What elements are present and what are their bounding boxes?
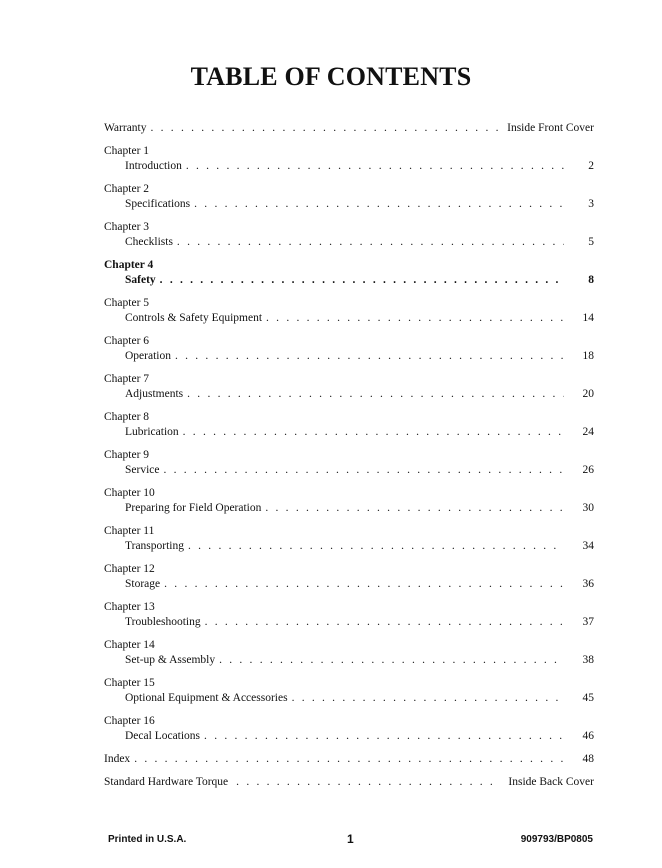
chapter-title: Adjustments (125, 388, 184, 400)
dot-leader (236, 775, 498, 790)
dot-leader (266, 311, 564, 326)
chapter-title: Decal Locations (125, 730, 201, 742)
toc-entry-chapter[interactable] (104, 676, 594, 706)
chapter-title: Introduction (125, 160, 182, 172)
toc-entry-chapter[interactable] (104, 486, 594, 516)
chapter-title: Service (125, 464, 160, 476)
chapter-page: 14 (582, 312, 594, 324)
toc-entry-page: Inside Front Cover (507, 122, 594, 134)
table-of-contents (104, 121, 594, 790)
dot-leader (186, 159, 564, 174)
chapter-number: Chapter 15 (104, 677, 155, 689)
toc-entry-label: Index (104, 753, 131, 765)
chapter-number: Chapter 8 (104, 411, 150, 423)
toc-entry-hardware-torque[interactable] (104, 775, 594, 790)
chapter-number: Chapter 2 (104, 183, 150, 195)
toc-entry-label: Warranty (104, 122, 147, 134)
chapter-page: 2 (588, 160, 594, 172)
chapter-title: Troubleshooting (125, 616, 201, 628)
document-code: 909793/BP0805 (520, 834, 593, 845)
dot-leader (183, 425, 564, 440)
chapter-page: 34 (582, 540, 594, 552)
toc-entry-page: 48 (582, 753, 594, 765)
chapter-number: Chapter 5 (104, 297, 150, 309)
toc-entry-chapter[interactable] (104, 524, 594, 554)
chapter-page: 46 (582, 730, 594, 742)
printed-in-label: Printed in U.S.A. (108, 834, 187, 845)
chapter-title: Set-up & Assembly (125, 654, 216, 666)
dot-leader (205, 615, 564, 630)
chapter-number: Chapter 1 (104, 145, 150, 157)
toc-entry-chapter[interactable] (104, 600, 594, 630)
dot-leader (160, 273, 564, 288)
dot-leader (292, 691, 564, 706)
toc-entry-chapter[interactable] (104, 296, 594, 326)
dot-leader (134, 752, 564, 767)
chapter-number: Chapter 12 (104, 563, 155, 575)
chapter-page: 3 (588, 198, 594, 210)
dot-leader (219, 653, 564, 668)
dot-leader (177, 235, 564, 250)
chapter-title: Controls & Safety Equipment (125, 312, 263, 324)
chapter-title: Lubrication (125, 426, 179, 438)
dot-leader (265, 501, 564, 516)
chapter-page: 20 (582, 388, 594, 400)
dot-leader (164, 577, 564, 592)
page-number: 1 (347, 832, 354, 846)
toc-entry-chapter[interactable] (104, 334, 594, 364)
toc-entry-chapter[interactable] (104, 638, 594, 668)
chapter-page: 5 (588, 236, 594, 248)
chapter-title: Transporting (125, 540, 184, 552)
chapter-title: Checklists (125, 236, 173, 248)
dot-leader (194, 197, 564, 212)
dot-leader (187, 387, 564, 402)
dot-leader (151, 121, 504, 136)
toc-entry-chapter[interactable] (104, 372, 594, 402)
toc-entry-chapter[interactable] (104, 258, 594, 288)
chapter-number: Chapter 16 (104, 715, 155, 727)
chapter-page: 36 (582, 578, 594, 590)
chapter-number: Chapter 9 (104, 449, 150, 461)
chapter-title: Storage (125, 578, 161, 590)
chapter-number: Chapter 6 (104, 335, 150, 347)
chapter-title: Safety (125, 274, 156, 286)
chapter-number: Chapter 13 (104, 601, 155, 613)
toc-entry-chapter[interactable] (104, 714, 594, 744)
chapter-page: 38 (582, 654, 594, 666)
toc-entry-chapter[interactable] (104, 144, 594, 174)
chapter-page: 24 (582, 426, 594, 438)
toc-entry-index[interactable] (104, 752, 594, 767)
toc-entry-page: Inside Back Cover (508, 776, 594, 788)
toc-entry-chapter[interactable] (104, 220, 594, 250)
page-footer (0, 833, 662, 847)
chapter-list (104, 144, 594, 744)
dot-leader (188, 539, 564, 554)
toc-entry-chapter[interactable] (104, 410, 594, 440)
toc-entry-chapter[interactable] (104, 562, 594, 592)
chapter-number: Chapter 10 (104, 487, 155, 499)
toc-entry-chapter[interactable] (104, 448, 594, 478)
toc-entry-label: Standard Hardware Torque (104, 776, 229, 788)
chapter-page: 45 (582, 692, 594, 704)
chapter-page: 18 (582, 350, 594, 362)
page-title: TABLE OF CONTENTS (190, 62, 472, 91)
chapter-number: Chapter 11 (104, 525, 155, 537)
chapter-title: Optional Equipment & Accessories (125, 692, 288, 704)
dot-leader (175, 349, 564, 364)
chapter-page: 37 (582, 616, 594, 628)
chapter-page: 30 (582, 502, 594, 514)
toc-entry-warranty[interactable] (104, 121, 594, 136)
chapter-title: Preparing for Field Operation (125, 502, 262, 514)
dot-leader (204, 729, 564, 744)
chapter-number: Chapter 3 (104, 221, 150, 233)
toc-entry-chapter[interactable] (104, 182, 594, 212)
chapter-number: Chapter 4 (104, 259, 154, 271)
chapter-title: Operation (125, 350, 171, 362)
chapter-number: Chapter 14 (104, 639, 155, 651)
chapter-number: Chapter 7 (104, 373, 150, 385)
chapter-title: Specifications (125, 198, 191, 210)
chapter-page: 26 (582, 464, 594, 476)
chapter-page: 8 (588, 274, 594, 286)
dot-leader (163, 463, 564, 478)
